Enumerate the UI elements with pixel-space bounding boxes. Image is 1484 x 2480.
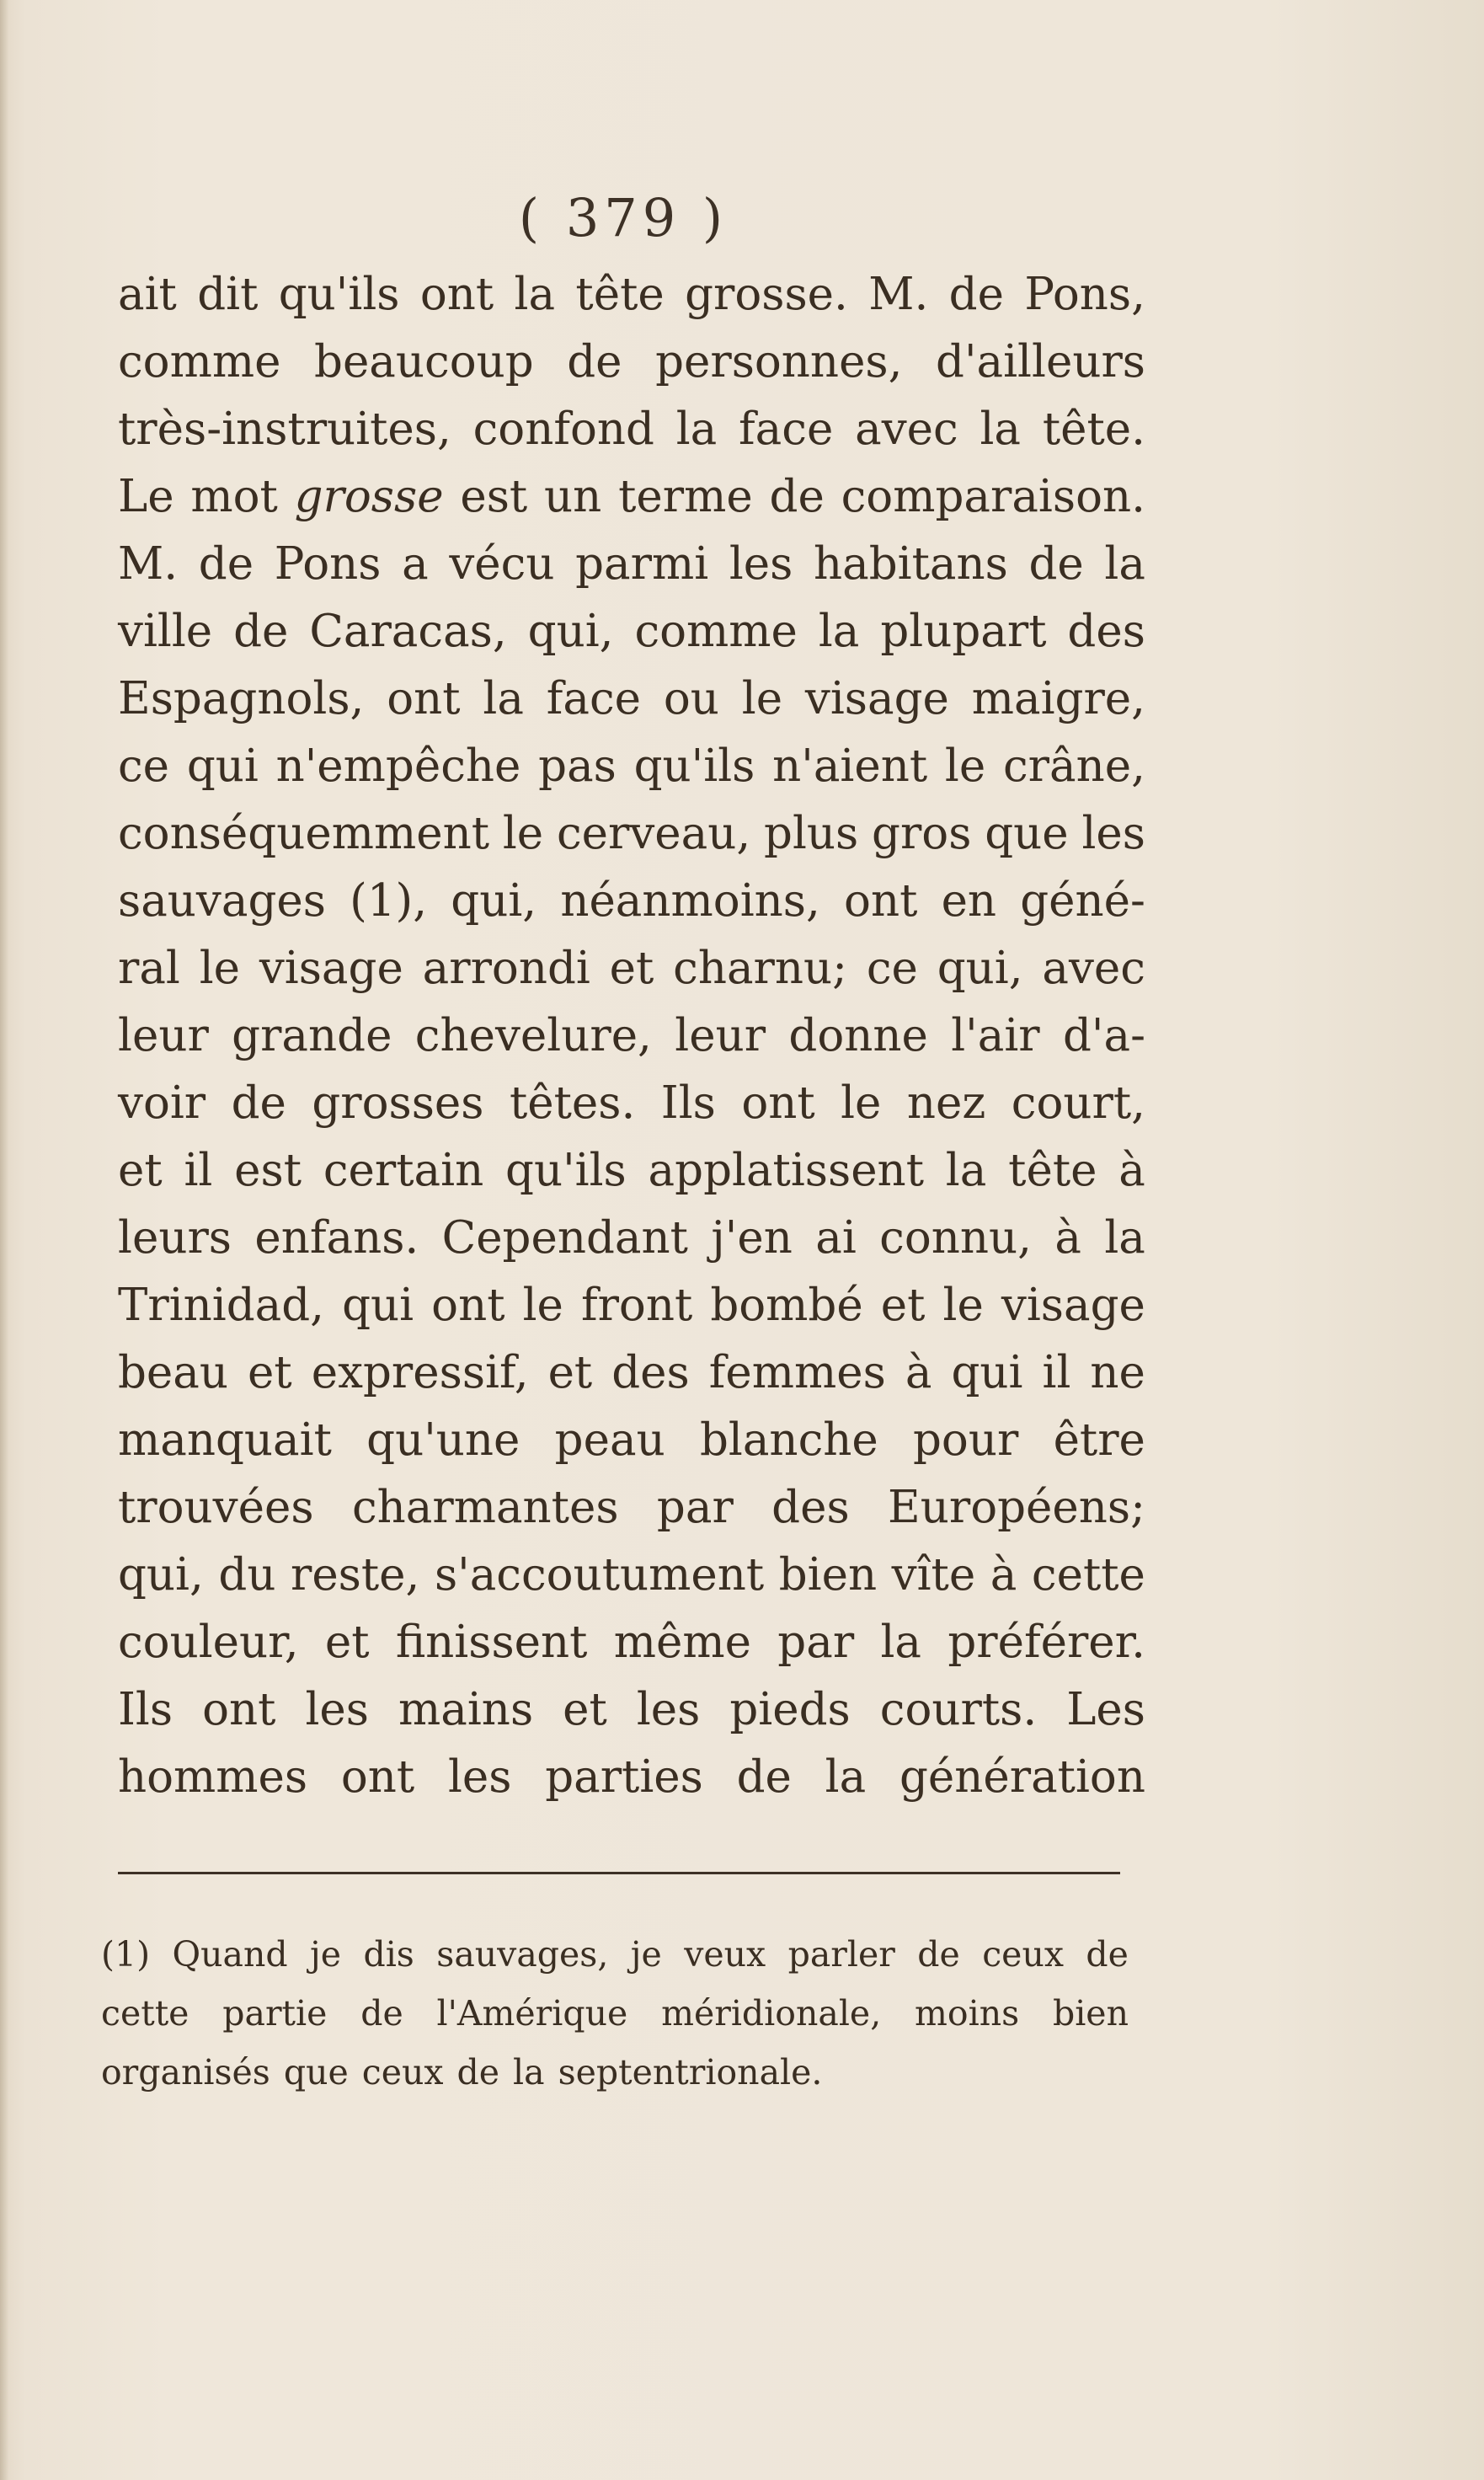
body-word: ral	[118, 943, 180, 994]
footnote-word: ceux	[361, 2052, 444, 2092]
body-word: des	[1067, 606, 1145, 657]
body-word: la	[675, 404, 718, 455]
body-word: n'empêche	[275, 740, 521, 792]
body-word: le	[841, 1077, 882, 1129]
body-word: tête	[1008, 1145, 1097, 1196]
footnote-word: la	[513, 2052, 545, 2092]
footnote-word: parler	[787, 1934, 895, 1975]
body-word: enfans.	[254, 1212, 419, 1264]
body-word: de	[769, 471, 825, 522]
body-word: face	[546, 673, 642, 724]
body-word: à	[905, 1347, 932, 1398]
body-word: face	[739, 404, 834, 455]
body-word: dit	[197, 269, 259, 320]
body-line	[118, 1339, 1145, 1407]
body-line	[118, 733, 1145, 800]
body-word: peau	[554, 1414, 665, 1466]
body-word: pour	[913, 1414, 1019, 1466]
footnote-word: moins	[915, 1993, 1020, 2034]
body-word: cerveau,	[556, 808, 751, 859]
body-word: mot	[190, 471, 278, 522]
body-word: tête	[575, 269, 665, 320]
body-line	[118, 1474, 1145, 1542]
body-word: arrondi	[422, 943, 590, 994]
footnote-word: je	[630, 1934, 662, 1975]
page-number: ( 379 )	[518, 187, 729, 249]
body-word: trouvées	[118, 1482, 314, 1533]
body-word: habitans	[814, 538, 1008, 590]
body-word: ou	[663, 673, 719, 724]
body-word: finissent	[395, 1617, 588, 1668]
body-word: à	[1118, 1145, 1145, 1196]
body-word: et	[563, 1684, 607, 1735]
body-word: terme	[618, 471, 753, 522]
body-word: et	[609, 943, 654, 994]
body-word: du	[218, 1549, 276, 1601]
body-word: le	[741, 673, 783, 724]
body-word: est	[234, 1145, 302, 1196]
body-word: les	[636, 1684, 701, 1735]
body-word: qui	[951, 1347, 1023, 1398]
body-word: de	[736, 1751, 792, 1803]
body-word: plupart	[880, 606, 1047, 657]
body-word: Ils	[118, 1684, 173, 1735]
body-word: personnes,	[655, 336, 903, 388]
body-word: Trinidad,	[118, 1280, 325, 1331]
footnote-word: organisés	[101, 2052, 270, 2092]
body-word: bien	[778, 1549, 878, 1601]
body-word: qu'une	[366, 1414, 520, 1466]
body-word: leur	[118, 1010, 209, 1061]
body-word: même	[613, 1617, 751, 1668]
body-word: ont	[741, 1077, 815, 1129]
body-word: sauvages	[118, 875, 326, 927]
body-word: très-instruites,	[118, 404, 451, 455]
body-word: d'ailleurs	[936, 336, 1145, 388]
body-word: la	[825, 1751, 867, 1803]
footnote-word: bien	[1052, 1993, 1129, 2034]
footnote-word: que	[283, 2052, 349, 2092]
body-word: ont	[431, 1280, 505, 1331]
body-word: ville	[118, 606, 213, 657]
body-word: connu,	[879, 1212, 1032, 1264]
body-line	[118, 1070, 1145, 1137]
body-word: plus	[764, 808, 859, 859]
body-word: tête.	[1042, 404, 1145, 455]
body-word: qui,	[451, 875, 537, 927]
body-word: ne	[1090, 1347, 1145, 1398]
body-word: avec	[1042, 943, 1145, 994]
body-word: visage	[1001, 1280, 1145, 1331]
body-word: préférer.	[948, 1617, 1145, 1668]
body-word: géné-	[1020, 875, 1145, 927]
footnote-word: septentrionale.	[558, 2052, 823, 2092]
body-word: courts.	[879, 1684, 1038, 1735]
body-word: les	[1081, 808, 1145, 859]
body-word: pieds	[729, 1684, 851, 1735]
body-line	[118, 531, 1145, 598]
body-word: mains	[398, 1684, 534, 1735]
body-line	[118, 1407, 1145, 1474]
body-word: conséquemment	[118, 808, 490, 859]
body-line	[118, 396, 1145, 463]
body-word: Espagnols,	[118, 673, 365, 724]
body-word: à	[1054, 1212, 1081, 1264]
footnote-rule	[118, 1872, 1120, 1874]
body-line	[118, 868, 1145, 935]
footnote-word: de	[917, 1934, 960, 1975]
footnote-word: ceux	[982, 1934, 1064, 1975]
body-word: grosse.	[685, 269, 848, 320]
body-word: par	[777, 1617, 855, 1668]
body-word: de	[231, 1077, 286, 1129]
body-word: le	[502, 808, 544, 859]
body-word: qui,	[937, 943, 1023, 994]
body-word: et	[324, 1617, 370, 1668]
body-word: à	[990, 1549, 1017, 1601]
body-line	[118, 463, 1145, 531]
body-word: applatissent	[648, 1145, 924, 1196]
body-word: que	[985, 808, 1069, 859]
body-word: de	[198, 538, 254, 590]
page-edge	[0, 0, 8, 2480]
body-word: néanmoins,	[560, 875, 820, 927]
body-text	[118, 261, 1145, 1811]
body-word: parties	[545, 1751, 703, 1803]
footnote	[101, 1925, 1129, 2102]
body-word: et	[880, 1280, 926, 1331]
body-word: manquait	[118, 1414, 332, 1466]
body-word: Cependant	[441, 1212, 688, 1264]
body-word: vîte	[891, 1549, 976, 1601]
body-word: ont	[844, 875, 918, 927]
body-word: avec	[855, 404, 958, 455]
footnote-word: dis	[363, 1934, 414, 1975]
body-word: maigre,	[971, 673, 1145, 724]
body-word: génération	[899, 1751, 1145, 1803]
body-line	[118, 1137, 1145, 1205]
body-line	[118, 935, 1145, 1002]
body-word: beau	[118, 1347, 229, 1398]
body-word: ont	[419, 269, 494, 320]
body-word: un	[544, 471, 602, 522]
body-word: leurs	[118, 1212, 232, 1264]
body-word: il	[184, 1145, 213, 1196]
body-word: la	[818, 606, 860, 657]
body-word: parmi	[575, 538, 709, 590]
body-word: pas	[538, 740, 617, 792]
body-word: Pons	[274, 538, 382, 590]
body-word: têtes.	[509, 1077, 636, 1129]
body-word: expressif,	[311, 1347, 529, 1398]
body-word: en	[941, 875, 997, 927]
body-word: d'a-	[1062, 1010, 1145, 1061]
footnote-word: de	[360, 1993, 403, 2034]
body-word: et	[248, 1347, 292, 1398]
body-word: M.	[868, 269, 929, 320]
body-word: qui,	[527, 606, 614, 657]
body-word: M.	[118, 538, 179, 590]
body-word: front	[580, 1280, 693, 1331]
body-word: il	[1042, 1347, 1071, 1398]
body-word: ce	[866, 943, 918, 994]
body-word: comparaison.	[841, 471, 1145, 522]
body-line	[118, 1542, 1145, 1609]
body-word: ont	[202, 1684, 276, 1735]
body-line	[118, 1609, 1145, 1676]
body-word: couleur,	[118, 1617, 299, 1668]
body-word: la	[880, 1617, 922, 1668]
body-word: a	[402, 538, 429, 590]
footnote-word: partie	[222, 1993, 328, 2034]
body-word: n'aient	[772, 740, 928, 792]
body-word: comme	[118, 336, 281, 388]
body-word: la	[1104, 1212, 1145, 1264]
body-word: la	[1104, 538, 1145, 590]
body-word: reste,	[290, 1549, 420, 1601]
body-word: Caracas,	[309, 606, 507, 657]
body-word: des	[611, 1347, 690, 1398]
body-word: gros	[872, 808, 972, 859]
body-line	[118, 665, 1145, 733]
body-word: grosses	[312, 1077, 484, 1129]
body-word: ait	[118, 269, 177, 320]
body-word: cette	[1031, 1549, 1145, 1601]
body-word: le	[199, 943, 241, 994]
body-word: Le	[118, 471, 174, 522]
footnote-word: l'Amérique	[436, 1993, 628, 2034]
body-word: qu'ils	[633, 740, 755, 792]
body-word: qui	[186, 740, 259, 792]
body-word: visage	[804, 673, 949, 724]
body-word: leur	[675, 1010, 766, 1061]
body-word: qu'ils	[505, 1145, 627, 1196]
body-word: donne	[788, 1010, 928, 1061]
body-word: Ils	[660, 1077, 716, 1129]
body-word: de	[948, 269, 1004, 320]
body-word: Les	[1066, 1684, 1145, 1735]
body-word: la	[483, 673, 524, 724]
body-word: et	[547, 1347, 593, 1398]
body-word: (1),	[350, 875, 428, 927]
body-word: est	[460, 471, 528, 522]
body-word: ce	[118, 740, 170, 792]
body-word: qui	[342, 1280, 414, 1331]
body-word: s'accoutument	[434, 1549, 765, 1601]
body-word: la	[945, 1145, 987, 1196]
body-line	[118, 800, 1145, 868]
body-word: bombé	[710, 1280, 863, 1331]
body-word: l'air	[951, 1010, 1040, 1061]
body-line	[118, 1272, 1145, 1339]
footnote-word: méridionale,	[661, 1993, 882, 2034]
body-word: grosse	[294, 471, 444, 522]
body-word: crâne,	[1003, 740, 1145, 792]
body-line	[118, 1744, 1145, 1811]
body-word: les	[447, 1751, 512, 1803]
body-word: ont	[340, 1751, 415, 1803]
body-word: par	[656, 1482, 734, 1533]
body-word: court,	[1011, 1077, 1145, 1129]
footnote-word: cette	[101, 1993, 190, 2034]
body-word: ont	[387, 673, 461, 724]
body-line	[118, 1676, 1145, 1744]
body-word: le	[942, 1280, 984, 1331]
body-word: confond	[472, 404, 654, 455]
body-word: charnu;	[673, 943, 848, 994]
body-word: certain	[323, 1145, 484, 1196]
body-word: le	[522, 1280, 563, 1331]
body-word: grande	[232, 1010, 392, 1061]
body-word: qu'ils	[278, 269, 400, 320]
body-line	[118, 598, 1145, 665]
body-word: ai	[815, 1212, 857, 1264]
footnote-word: je	[310, 1934, 342, 1975]
body-word: hommes	[118, 1751, 308, 1803]
body-word: comme	[634, 606, 798, 657]
body-word: j'en	[711, 1212, 793, 1264]
footnote-word: sauvages,	[436, 1934, 609, 1975]
footnote-word: de	[1086, 1934, 1129, 1975]
body-word: femmes	[708, 1347, 886, 1398]
body-word: Pons,	[1024, 269, 1145, 320]
body-word: Européens;	[888, 1482, 1145, 1533]
body-word: la	[980, 404, 1022, 455]
body-word: voir	[118, 1077, 206, 1129]
body-word: nez	[906, 1077, 986, 1129]
body-word: de	[567, 336, 622, 388]
body-word: être	[1053, 1414, 1145, 1466]
body-word: les	[305, 1684, 369, 1735]
body-line	[118, 329, 1145, 396]
footnote-word: de	[456, 2052, 500, 2092]
body-word: le	[944, 740, 986, 792]
body-word: charmantes	[351, 1482, 619, 1533]
body-word: les	[729, 538, 793, 590]
footnote-word: Quand	[172, 1934, 288, 1975]
body-word: beaucoup	[314, 336, 534, 388]
footnote-word: (1)	[101, 1934, 151, 1975]
body-word: qui,	[118, 1549, 204, 1601]
body-word: de	[233, 606, 289, 657]
body-line	[118, 1002, 1145, 1070]
body-word: des	[771, 1482, 850, 1533]
body-line	[118, 1205, 1145, 1272]
footnote-word: veux	[684, 1934, 766, 1975]
body-word: vécu	[449, 538, 555, 590]
footnote-line	[101, 1925, 1129, 1984]
body-word: chevelure,	[414, 1010, 652, 1061]
body-word: la	[514, 269, 556, 320]
footnote-line	[101, 2043, 1129, 2102]
body-word: de	[1028, 538, 1084, 590]
body-line	[118, 261, 1145, 329]
body-word: et	[118, 1145, 163, 1196]
body-word: blanche	[699, 1414, 878, 1466]
footnote-line	[101, 1984, 1129, 2043]
body-word: visage	[259, 943, 403, 994]
